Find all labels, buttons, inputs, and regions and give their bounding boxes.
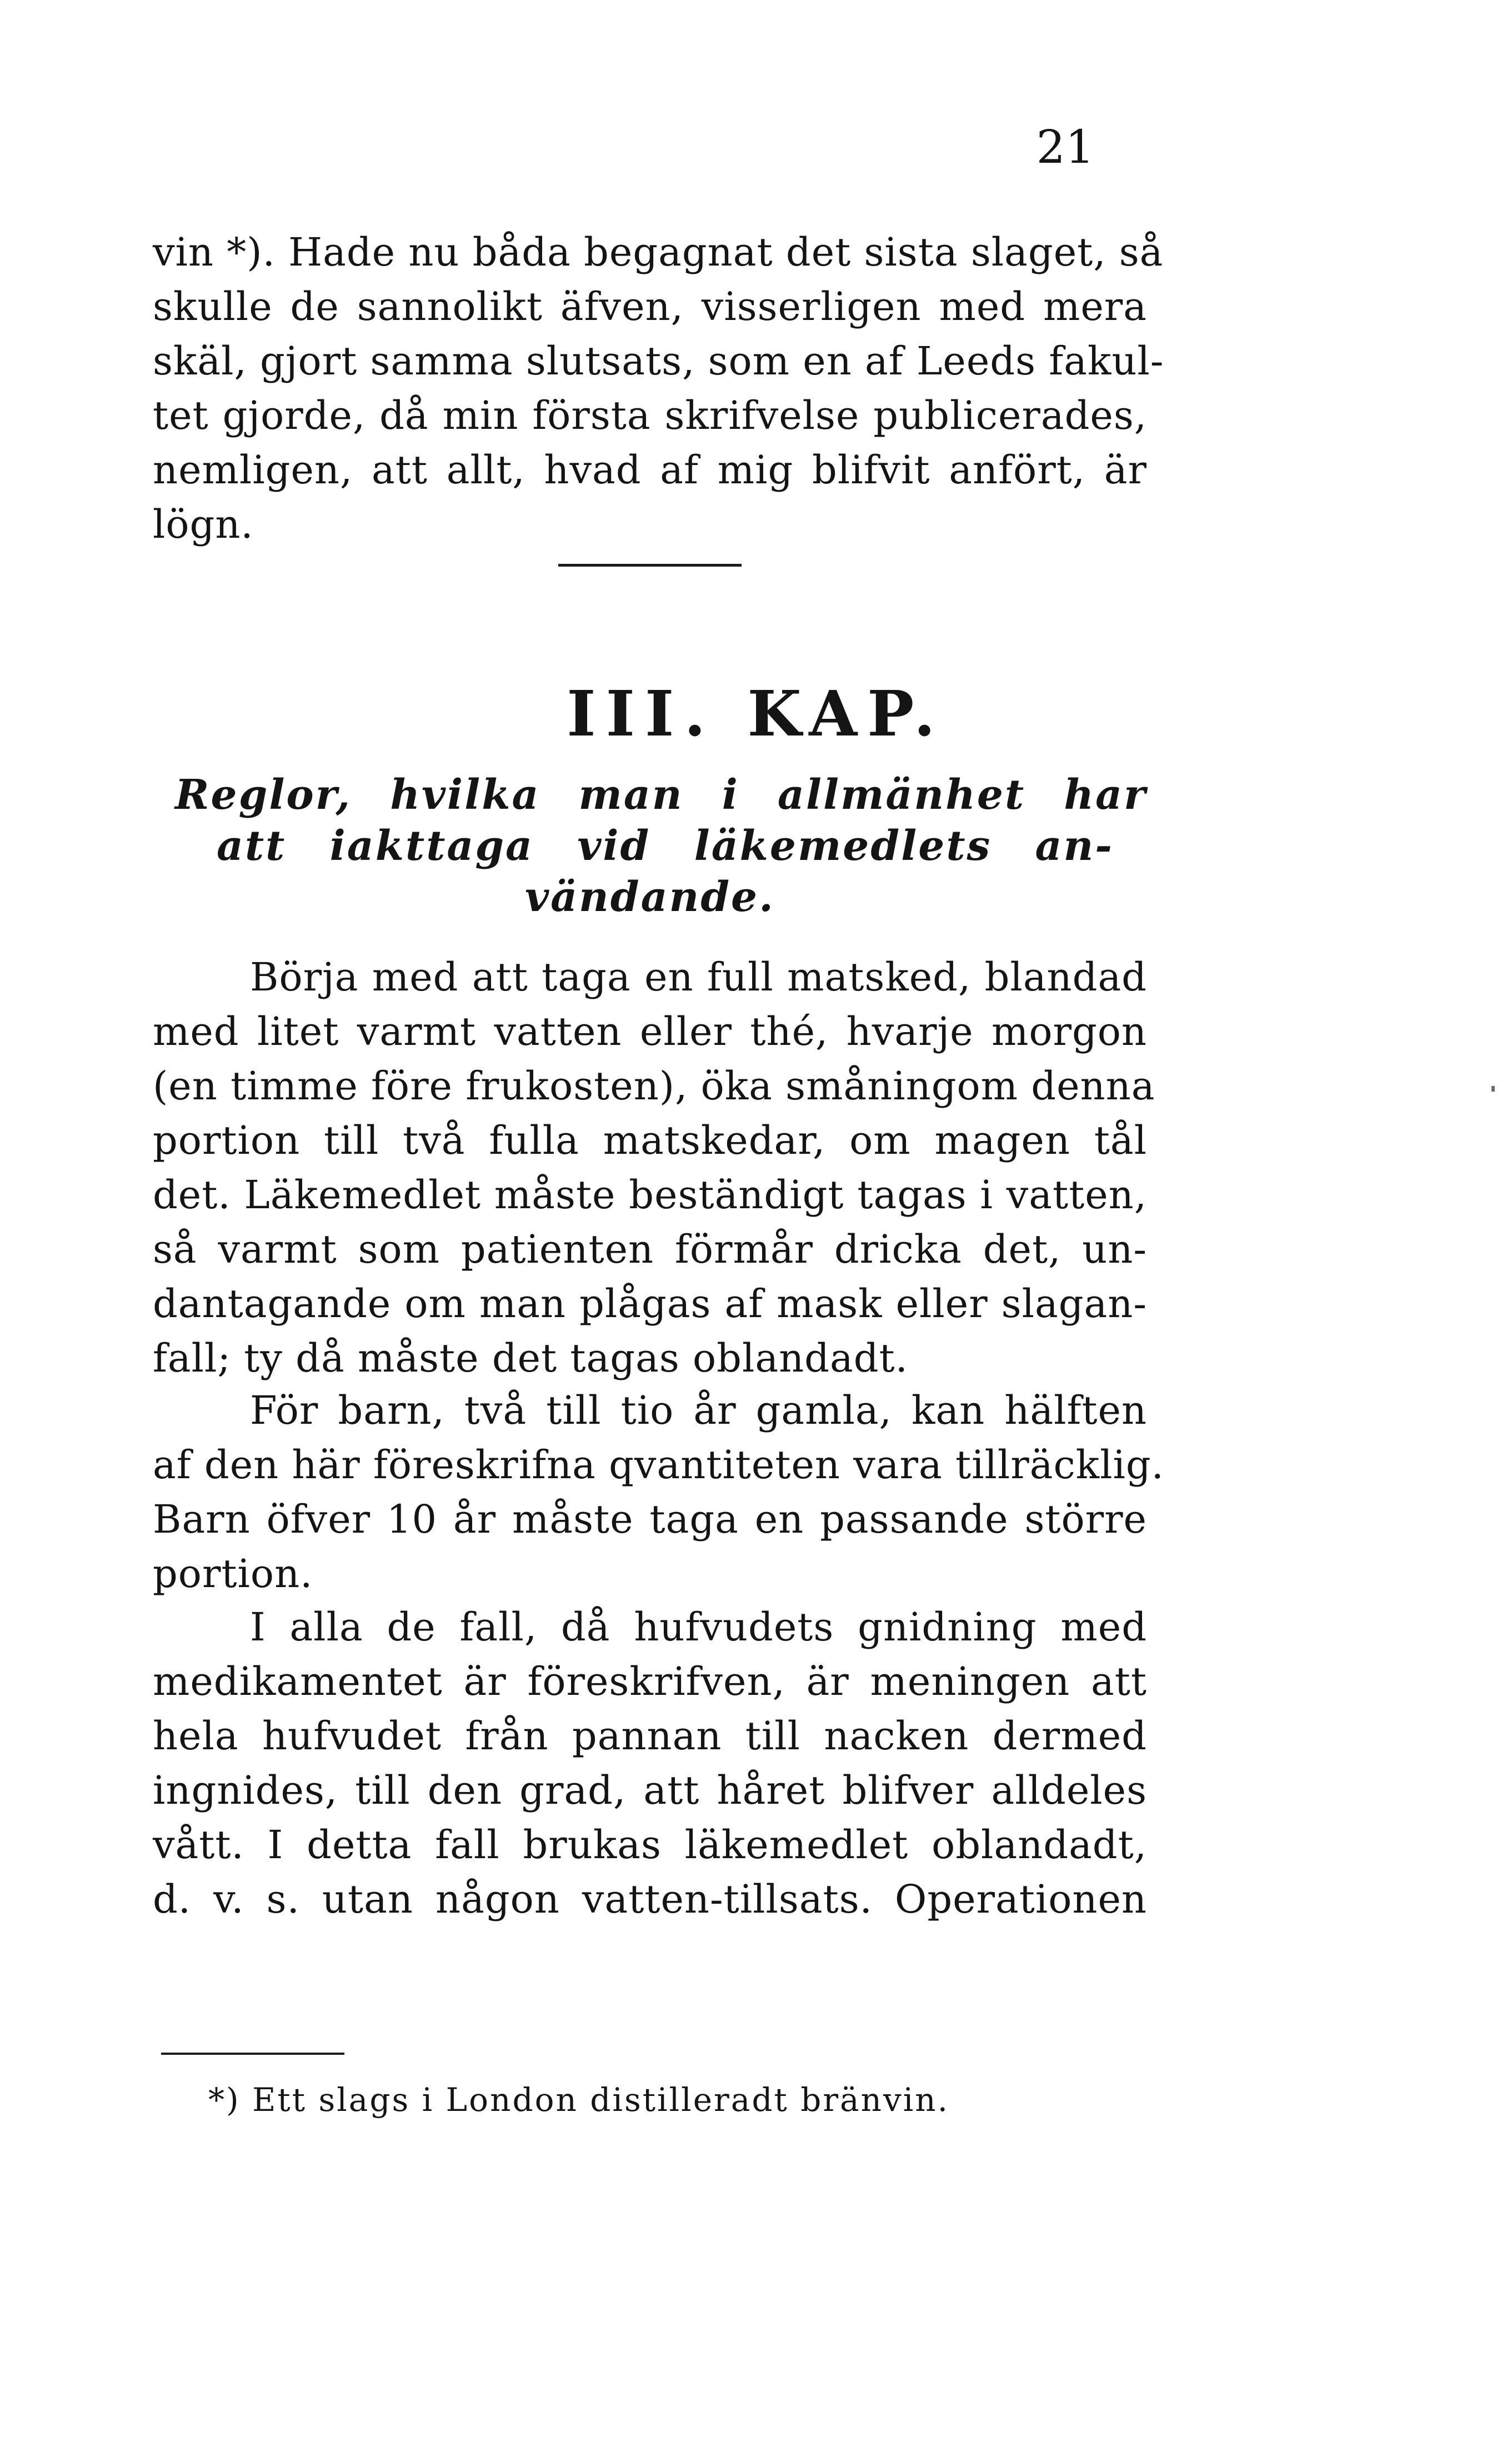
text-line: Barn öfver 10 år måste taga en passande större — [153, 1497, 1147, 1542]
chapter-title-line: att iakttaga vid läkemedlets an- — [217, 822, 1114, 870]
text-line: d. v. s. utan någon vatten-tillsats. Operationen — [153, 1876, 1147, 1922]
text-line: hela hufvudet från pannan till nacken dermed — [153, 1713, 1147, 1759]
body-paragraph — [153, 1383, 1164, 1601]
text-line: dantagande om man plågas af mask eller slagan- — [153, 1281, 1147, 1327]
footnote-divider — [161, 2053, 344, 2055]
margin-speck — [1491, 1086, 1495, 1092]
chapter-title — [153, 769, 1147, 923]
body-paragraph — [153, 1600, 1147, 1926]
text-line: medikamentet är föreskrifven, är meningen att — [153, 1659, 1147, 1704]
text-line: så varmt som patienten förmår dricka det, un- — [153, 1227, 1147, 1272]
text-line: tet gjorde, då min första skrifvelse publicerades, — [153, 393, 1147, 438]
text-line: vått. I detta fall brukas läkemedlet oblandadt, — [153, 1822, 1147, 1868]
text-line: ingnides, till den grad, att håret blifver alldeles — [153, 1768, 1147, 1813]
text-line: Börja med att taga en full matsked, blandad — [250, 954, 1147, 1000]
text-line: För barn, två till tio år gamla, kan hälften — [250, 1388, 1147, 1433]
text-line: lögn. — [153, 502, 254, 547]
chapter-title-line: Reglor, hvilka man i allmänhet har — [175, 771, 1147, 819]
text-line: nemligen, att allt, hvad af mig blifvit anfört, är — [153, 447, 1147, 493]
text-line: skulle de sannolikt äfven, visserligen med mera — [153, 284, 1147, 329]
text-line: fall; ty då måste det tagas oblandadt. — [153, 1335, 908, 1381]
text-line: portion till två fulla matskedar, om magen tål — [153, 1118, 1147, 1163]
footnote: *) Ett slags i London distilleradt bränvin. — [208, 2081, 950, 2119]
text-line: skäl, gjort samma slutsats, som en af Leeds fakul- — [153, 338, 1164, 384]
section-divider — [558, 564, 742, 567]
page-number: 21 — [1036, 121, 1094, 174]
chapter-heading: III. KAP. — [567, 678, 945, 750]
text-line: med litet varmt vatten eller thé, hvarje morgon — [153, 1009, 1147, 1054]
intro-paragraph — [153, 225, 1164, 552]
text-line: det. Läkemedlet måste beständigt tagas i vatten, — [153, 1172, 1147, 1218]
text-line: (en timme före frukosten), öka småningom denna — [153, 1063, 1155, 1109]
chapter-title-line: vändande. — [525, 873, 775, 921]
text-line: I alla de fall, då hufvudets gnidning med — [250, 1604, 1147, 1650]
text-line: portion. — [153, 1551, 313, 1597]
text-line: vin *). Hade nu båda begagnat det sista slaget, så — [153, 229, 1164, 275]
text-line: af den här föreskrifna qvantiteten vara tillräcklig. — [153, 1442, 1164, 1488]
body-paragraph — [153, 950, 1155, 1385]
